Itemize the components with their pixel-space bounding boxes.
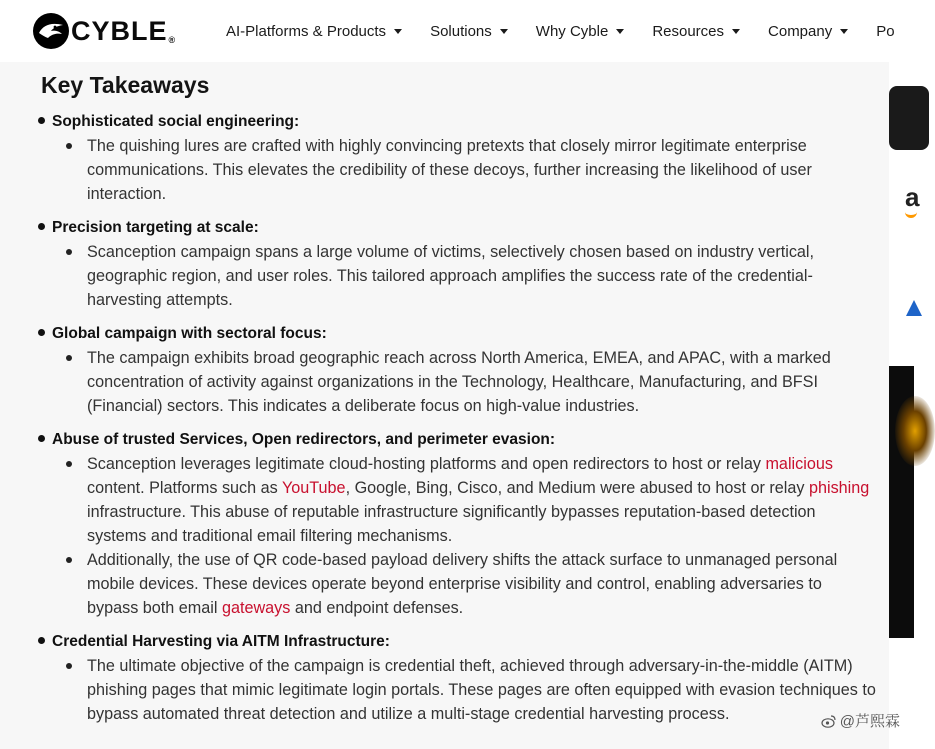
- amazon-smile-icon: [905, 212, 917, 218]
- nav-label: Company: [768, 22, 833, 40]
- section-heading: Key Takeaways: [41, 72, 210, 98]
- nav-label: Resources: [652, 22, 725, 40]
- nav-why-cyble[interactable]: [536, 23, 625, 40]
- gateways-link[interactable]: gateways: [221, 599, 291, 617]
- takeaway-point: The quishing lures are crafted with highly convincing pretexts that closely mirror legitimate enterprise communications. This elevates the credibility of these decoys, further increasing the likelihood of user interaction.: [62, 134, 876, 206]
- cyble-logo[interactable]: [33, 12, 176, 50]
- point-text: and endpoint defenses.: [290, 599, 464, 617]
- nav-ai-platforms[interactable]: [226, 23, 402, 40]
- watermark: [821, 710, 900, 731]
- takeaway-item: [36, 428, 876, 620]
- takeaway-point: Scanception campaign spans a large volume of victims, selectively chosen based on industry vertical, geographic region, and user roles. This tailored approach amplifies the success rate of the credential-harvesting attempts.: [62, 240, 876, 312]
- chevron-down-icon: [500, 29, 508, 34]
- point-text: content. Platforms such as: [87, 479, 282, 497]
- nav-partial-item[interactable]: [876, 23, 894, 40]
- nav-label: Po: [876, 22, 895, 40]
- amazon-logo-icon: a: [905, 182, 920, 212]
- article-content: [0, 62, 889, 749]
- nav-solutions[interactable]: [430, 23, 508, 40]
- weibo-icon: [821, 713, 837, 729]
- chevron-down-icon: [616, 29, 624, 34]
- point-text: , Google, Bing, Cisco, and Medium were abused to host or relay: [345, 479, 809, 497]
- takeaway-points: [62, 346, 876, 418]
- takeaway-title: Abuse of trusted Services, Open redirectors, and perimeter evasion:: [52, 431, 556, 448]
- watermark-text: @芦熙霖: [839, 713, 900, 730]
- logo-wordmark: CYBLE®: [71, 15, 177, 46]
- chevron-down-icon: [732, 29, 740, 34]
- nav-company[interactable]: [768, 23, 848, 40]
- takeaway-points: [62, 240, 876, 312]
- right-sidebar: [889, 62, 920, 749]
- phishing-link[interactable]: phishing: [808, 479, 870, 497]
- takeaway-points: [62, 654, 876, 726]
- malicious-link[interactable]: malicious: [765, 455, 833, 473]
- nav-label: Why Cyble: [535, 22, 609, 40]
- takeaway-point: [62, 548, 876, 620]
- nav-resources[interactable]: [652, 23, 740, 40]
- takeaway-title: Precision targeting at scale:: [52, 219, 259, 236]
- takeaway-item: [36, 216, 876, 312]
- takeaway-item: [36, 110, 876, 206]
- sidebar-banner[interactable]: [889, 366, 914, 638]
- takeaways-list: [36, 110, 876, 736]
- cyble-logo-icon: [33, 13, 69, 49]
- takeaway-title: Sophisticated social engineering:: [52, 113, 300, 130]
- partner-logo-icon: [906, 300, 922, 316]
- chevron-down-icon: [840, 29, 848, 34]
- nav-label: Solutions: [430, 22, 492, 40]
- site-header: [0, 0, 914, 62]
- main-nav: [226, 0, 923, 62]
- takeaway-points: [62, 452, 876, 620]
- point-text: Scanception leverages legitimate cloud-hosting platforms and open redirectors to host or relay: [87, 455, 766, 473]
- youtube-link[interactable]: YouTube: [281, 479, 346, 497]
- takeaway-point: The campaign exhibits broad geographic reach across North America, EMEA, and APAC, with a marked concentration of activity against organizations in the Technology, Healthcare, Manufacturing, and BFSI (Financial) sectors. This indicates a deliberate focus on high-value industries.: [62, 346, 876, 418]
- chevron-down-icon: [394, 29, 402, 34]
- takeaway-title: Credential Harvesting via AITM Infrastructure:: [52, 633, 390, 650]
- point-text: infrastructure. This abuse of reputable infrastructure significantly bypasses reputation-based detection systems and traditional email filtering mechanisms.: [87, 503, 816, 545]
- takeaway-item: [36, 630, 876, 726]
- point-text: Additionally, the use of QR code-based payload delivery shifts the attack surface to unmanaged personal mobile devices. These devices operate beyond enterprise visibility and control, enabling adversaries to bypass both email: [87, 551, 838, 617]
- takeaway-point: [62, 452, 876, 548]
- banner-glow: [895, 396, 935, 466]
- nav-label: AI-Platforms & Products: [226, 22, 387, 40]
- takeaway-point: The ultimate objective of the campaign is credential theft, achieved through adversary-in-the-middle (AITM) phishing pages that mimic legitimate login portals. These pages are often equipped with evasion techniques to bypass automated threat detection and utilize a multi-stage credential harvesting process.: [62, 654, 876, 726]
- takeaway-title: Global campaign with sectoral focus:: [52, 325, 327, 342]
- sidebar-card[interactable]: [889, 86, 929, 150]
- takeaway-points: [62, 134, 876, 206]
- takeaway-item: [36, 322, 876, 418]
